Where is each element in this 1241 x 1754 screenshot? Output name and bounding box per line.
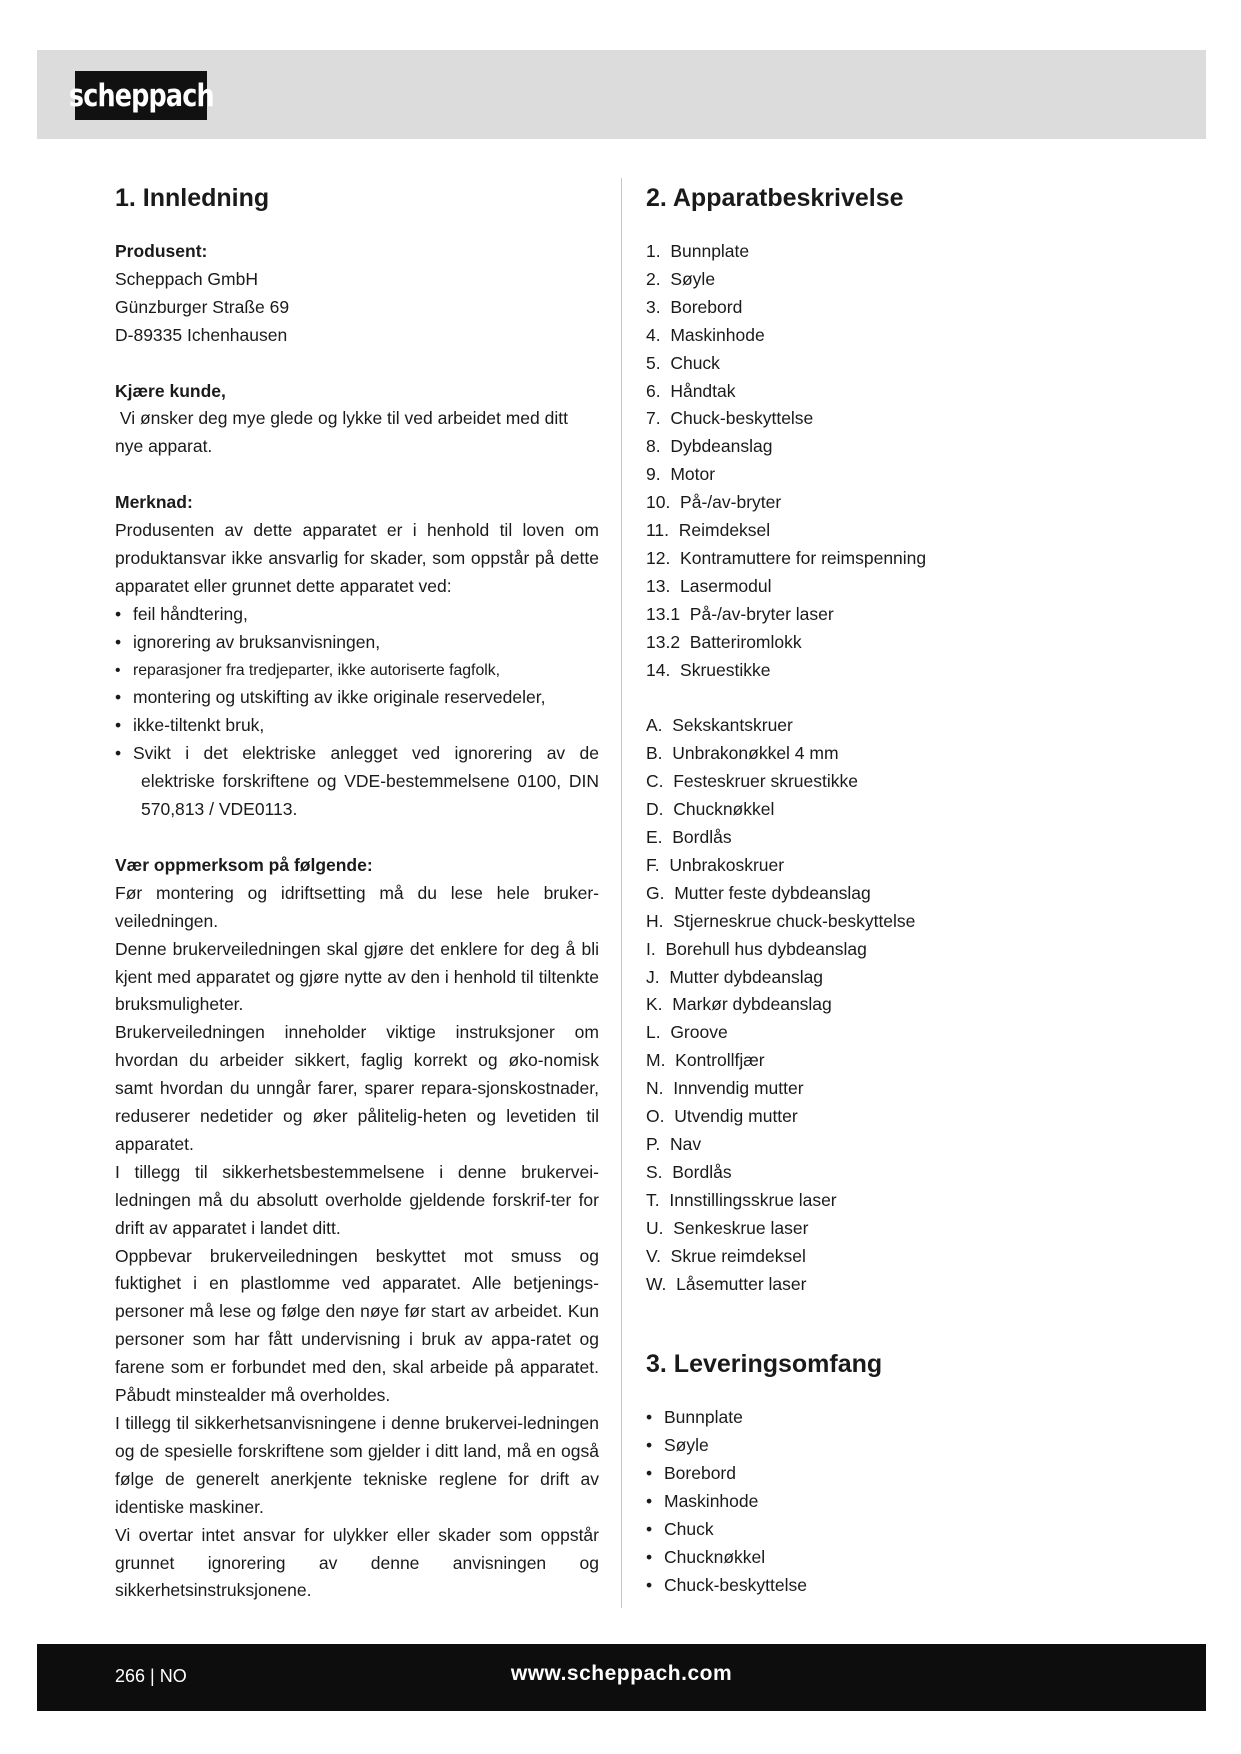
part-item: 6. Håndtak — [646, 380, 736, 401]
manufacturer-line: Günzburger Straße 69 — [115, 296, 290, 317]
note-bullet: • feil håndtering, — [115, 601, 599, 629]
part-item: 10. På-/av-bryter — [646, 492, 782, 513]
numbered-parts-list — [646, 238, 1166, 685]
accessory-item: G. Mutter feste dybdeanslag — [646, 882, 871, 903]
scope-item: • Borebord — [646, 1460, 1166, 1488]
accessory-item: T. Innstillingsskrue laser — [646, 1189, 837, 1210]
note-bullet: • ignorering av bruksanvisningen, — [115, 629, 599, 657]
part-item: 12. Kontramuttere for reimspenning — [646, 547, 927, 568]
attention-heading: Vær oppmerksom på følgende: — [115, 854, 373, 875]
scope-item: • Chuck — [646, 1516, 1166, 1544]
accessory-item: P. Nav — [646, 1133, 702, 1154]
part-item: 13. Lasermodul — [646, 575, 772, 596]
greeting-text: Vi ønsker deg mye glede og lykke til ved arbeidet med ditt nye apparat. — [115, 408, 573, 457]
accessory-item: K. Markør dybdeanslag — [646, 994, 832, 1015]
part-item: 13.1 På-/av-bryter laser — [646, 603, 834, 624]
accessory-item: O. Utvendig mutter — [646, 1106, 798, 1127]
scheppach-logo: scheppach — [75, 71, 207, 120]
attention-paragraph: Brukerveiledningen inneholder viktige instruksjoner om hvordan du arbeider sikkert, faglig korrekt og øko-nomisk samt hvordan du unngår farer, sparer repara-sjonskostnader, reduserer nedetider og øker pålitelig-heten og levetiden til apparatet. — [115, 1022, 599, 1154]
footer-band — [37, 1644, 1206, 1711]
page-number: 266 | NO — [115, 1666, 187, 1686]
accessory-item: H. Stjerneskrue chuck-beskyttelse — [646, 910, 916, 931]
scope-item: • Chucknøkkel — [646, 1544, 1166, 1572]
part-item: 5. Chuck — [646, 352, 720, 373]
accessory-item: J. Mutter dybdeanslag — [646, 966, 824, 987]
manufacturer-heading: Produsent: — [115, 241, 208, 261]
note-bullet: • reparasjoner fra tredjeparter, ikke autoriserte fagfolk, — [115, 657, 599, 685]
right-column — [646, 178, 1166, 1600]
section-title-device-description: 2. Apparatbeskrivelse — [646, 184, 904, 212]
section-title-scope-of-delivery: 3. Leveringsomfang — [646, 1350, 883, 1379]
part-item: 9. Motor — [646, 464, 716, 485]
part-item: 14. Skruestikke — [646, 659, 771, 680]
accessory-item: U. Senkeskrue laser — [646, 1217, 809, 1238]
scope-item: • Maskinhode — [646, 1488, 1166, 1516]
note-heading: Merknad: — [115, 492, 193, 513]
part-item: 1. Bunnplate — [646, 241, 750, 261]
accessory-item: B. Unbrakonøkkel 4 mm — [646, 743, 839, 764]
note-bullet: • ikke-tiltenkt bruk, — [115, 712, 599, 740]
attention-paragraph: I tillegg til sikkerhetsanvisningene i denne brukervei-ledningen og de spesielle forskriftene som gjelder i ditt land, må en også følge de generelt anerkjente tekniske reglene for drift av identiske maskiner. — [115, 1413, 599, 1517]
accessory-item: M. Kontrollfjær — [646, 1050, 765, 1071]
note-bullet: • montering og utskifting av ikke originale reservedeler, — [115, 684, 599, 712]
attention-paragraph: Denne brukerveiledningen skal gjøre det enklere for deg å bli kjent med apparatet og gjøre nytte av den i henhold til tiltenkte bruksmuligheter. — [115, 938, 599, 1015]
website-link[interactable]: www.scheppach.com — [510, 1662, 733, 1685]
column-divider — [621, 178, 622, 1608]
part-item: 11. Reimdeksel — [646, 520, 771, 541]
part-item: 13.2 Batteriromlokk — [646, 631, 802, 652]
accessory-item: W. Låsemutter laser — [646, 1273, 807, 1294]
accessory-item: S. Bordlås — [646, 1161, 732, 1182]
greeting-heading: Kjære kunde, — [115, 380, 226, 401]
accessory-item: N. Innvendig mutter — [646, 1078, 804, 1099]
attention-paragraph: Vi overtar intet ansvar for ulykker eller skader som oppstår grunnet ignorering av denne anvisningen og sikkerhetsinstruksjonene. — [115, 1524, 599, 1601]
part-item: 2. Søyle — [646, 268, 716, 289]
header-band — [37, 50, 1206, 139]
attention-paragraph: Oppbevar brukerveiledningen beskyttet mot smuss og fuktighet i en plastlomme ved apparatet. Alle betjenings-personer må lese og følge den nøye før start av arbeidet. Kun personer som har fått undervisning i bruk av appa-ratet og farene som er forbundet med den, skal arbeide på apparatet. Påbudt minstealder må overholdes. — [115, 1245, 599, 1406]
attention-paragraph: I tillegg til sikkerhetsbestemmelsene i denne brukervei-ledningen må du absolutt overholde gjeldende forskrif-ter for drift av apparatet i landet ditt. — [115, 1161, 599, 1238]
part-item: 7. Chuck-beskyttelse — [646, 408, 814, 429]
accessory-item: I. Borehull hus dybdeanslag — [646, 938, 867, 959]
accessory-item: A. Sekskantskruer — [646, 715, 793, 736]
manufacturer-line: Scheppach GmbH — [115, 268, 258, 289]
part-item: 4. Maskinhode — [646, 324, 765, 345]
accessory-item: C. Festeskruer skruestikke — [646, 771, 858, 792]
part-item: 3. Borebord — [646, 296, 743, 317]
section-title-introduction: 1. Innledning — [115, 184, 270, 212]
scope-item: • Chuck-beskyttelse — [646, 1572, 1166, 1600]
left-column — [115, 178, 599, 1605]
note-intro: Produsenten av dette apparatet er i henhold til loven om produktansvar ikke ansvarlig for skader, som oppstår på dette apparatet eller grunnet dette apparatet ved: — [115, 520, 599, 596]
manufacturer-line: D-89335 Ichenhausen — [115, 324, 288, 345]
lettered-parts-list — [646, 712, 1166, 1298]
attention-paragraph: Før montering og idriftsetting må du lese hele bruker-veiledningen. — [115, 882, 599, 931]
part-item: 8. Dybdeanslag — [646, 436, 773, 457]
accessory-item: V. Skrue reimdeksel — [646, 1245, 806, 1266]
scope-item: • Bunnplate — [646, 1404, 1166, 1432]
note-bullet: • Svikt i det elektriske anlegget ved ignorering av de elektriske forskriftene og VDE-bestemmelsene 0100, DIN 570,813 / VDE0113. — [115, 740, 599, 824]
accessory-item: D. Chucknøkkel — [646, 799, 775, 820]
scope-item: • Søyle — [646, 1432, 1166, 1460]
accessory-item: L. Groove — [646, 1022, 728, 1043]
accessory-item: E. Bordlås — [646, 827, 732, 848]
accessory-item: F. Unbrakoskruer — [646, 854, 785, 875]
